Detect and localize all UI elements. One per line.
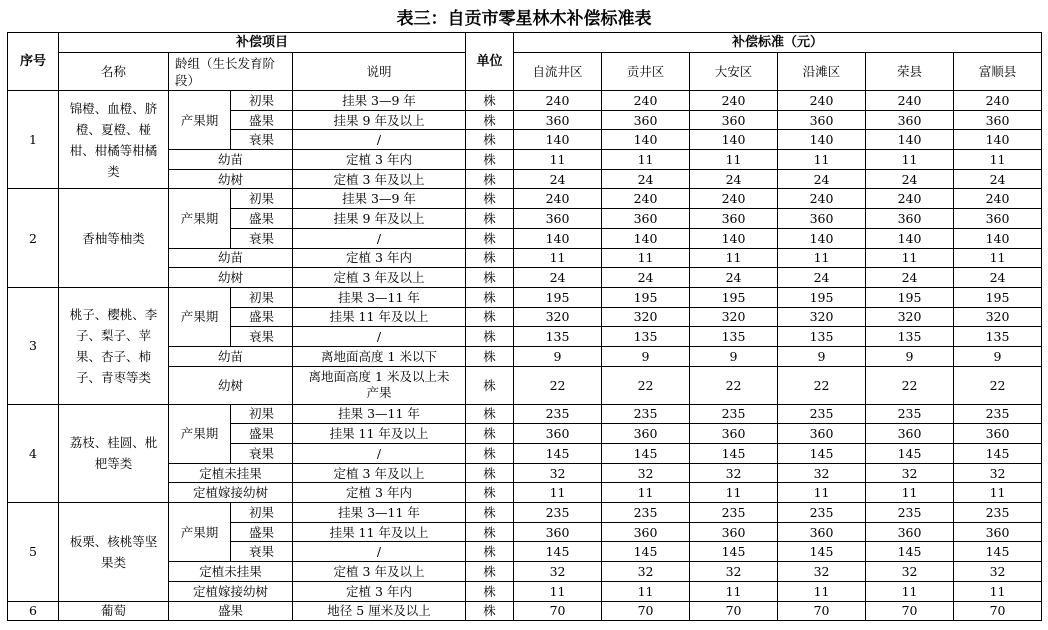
value-cell: 320 xyxy=(690,307,778,327)
header-district: 荣县 xyxy=(866,53,954,91)
desc-cell: 定植 3 年内 xyxy=(293,483,466,503)
value-cell: 24 xyxy=(690,169,778,189)
value-cell: 360 xyxy=(866,424,954,444)
stage-cell: 盛果 xyxy=(231,307,293,327)
value-cell: 235 xyxy=(866,404,954,424)
value-cell: 70 xyxy=(778,601,866,621)
value-cell: 9 xyxy=(866,346,954,366)
value-cell: 360 xyxy=(602,424,690,444)
name-cell: 板栗、核桃等坚果类 xyxy=(59,503,169,601)
seq-cell: 6 xyxy=(8,601,59,621)
value-cell: 235 xyxy=(514,404,602,424)
value-cell: 145 xyxy=(690,444,778,464)
value-cell: 360 xyxy=(514,424,602,444)
value-cell: 320 xyxy=(866,307,954,327)
unit-cell: 株 xyxy=(466,542,514,562)
name-cell: 葡萄 xyxy=(59,601,169,621)
desc-cell: 定植 3 年及以上 xyxy=(293,169,466,189)
value-cell: 11 xyxy=(778,150,866,170)
value-cell: 195 xyxy=(954,287,1042,307)
value-cell: 145 xyxy=(514,444,602,464)
value-cell: 70 xyxy=(602,601,690,621)
value-cell: 140 xyxy=(778,130,866,150)
desc-cell: 定植 3 年内 xyxy=(293,248,466,268)
value-cell: 360 xyxy=(866,522,954,542)
stage-cell: 幼苗 xyxy=(169,150,293,170)
header-item-group: 补偿项目 xyxy=(59,33,466,53)
value-cell: 24 xyxy=(514,169,602,189)
value-cell: 360 xyxy=(690,522,778,542)
compensation-table xyxy=(7,32,1042,621)
value-cell: 360 xyxy=(778,110,866,130)
value-cell: 11 xyxy=(514,248,602,268)
value-cell: 11 xyxy=(602,150,690,170)
value-cell: 235 xyxy=(778,404,866,424)
header-unit: 单位 xyxy=(466,33,514,91)
value-cell: 320 xyxy=(602,307,690,327)
value-cell: 360 xyxy=(954,424,1042,444)
stage-cell: 幼树 xyxy=(169,169,293,189)
unit-cell: 株 xyxy=(466,307,514,327)
value-cell: 32 xyxy=(690,463,778,483)
value-cell: 145 xyxy=(866,444,954,464)
value-cell: 9 xyxy=(954,346,1042,366)
unit-cell: 株 xyxy=(466,327,514,347)
value-cell: 11 xyxy=(602,483,690,503)
value-cell: 195 xyxy=(514,287,602,307)
value-cell: 22 xyxy=(690,366,778,404)
value-cell: 11 xyxy=(954,150,1042,170)
desc-cell: 挂果 9 年及以上 xyxy=(293,110,466,130)
value-cell: 32 xyxy=(866,562,954,582)
period-cell: 产果期 xyxy=(169,404,231,463)
value-cell: 140 xyxy=(954,130,1042,150)
value-cell: 145 xyxy=(602,542,690,562)
stage-cell: 衰果 xyxy=(231,130,293,150)
value-cell: 24 xyxy=(778,169,866,189)
seq-cell: 3 xyxy=(8,287,59,404)
desc-cell: 离地面高度 1 米以下 xyxy=(293,346,466,366)
stage-cell: 幼树 xyxy=(169,366,293,404)
unit-cell: 株 xyxy=(466,209,514,229)
value-cell: 360 xyxy=(690,209,778,229)
desc-cell: 挂果 9 年及以上 xyxy=(293,209,466,229)
desc-cell: 定植 3 年内 xyxy=(293,150,466,170)
desc-cell: 挂果 3—9 年 xyxy=(293,91,466,111)
value-cell: 11 xyxy=(866,483,954,503)
desc-cell: 定植 3 年及以上 xyxy=(293,268,466,288)
value-cell: 240 xyxy=(690,189,778,209)
unit-cell: 株 xyxy=(466,562,514,582)
value-cell: 240 xyxy=(778,91,866,111)
table-row xyxy=(8,601,1042,621)
unit-cell: 株 xyxy=(466,601,514,621)
unit-cell: 株 xyxy=(466,463,514,483)
value-cell: 145 xyxy=(866,542,954,562)
unit-cell: 株 xyxy=(466,169,514,189)
value-cell: 140 xyxy=(602,228,690,248)
stage-cell: 初果 xyxy=(231,503,293,523)
stage-cell: 定植未挂果 xyxy=(169,463,293,483)
value-cell: 320 xyxy=(514,307,602,327)
value-cell: 135 xyxy=(778,327,866,347)
unit-cell: 株 xyxy=(466,483,514,503)
name-cell: 香柚等柚类 xyxy=(59,189,169,287)
value-cell: 235 xyxy=(690,503,778,523)
value-cell: 70 xyxy=(954,601,1042,621)
desc-cell: / xyxy=(293,444,466,464)
value-cell: 235 xyxy=(866,503,954,523)
value-cell: 32 xyxy=(514,463,602,483)
value-cell: 24 xyxy=(866,268,954,288)
header-name: 名称 xyxy=(59,53,169,91)
value-cell: 235 xyxy=(954,503,1042,523)
value-cell: 140 xyxy=(690,228,778,248)
value-cell: 360 xyxy=(602,110,690,130)
header-district: 自流井区 xyxy=(514,53,602,91)
value-cell: 32 xyxy=(954,562,1042,582)
value-cell: 11 xyxy=(602,248,690,268)
header-district: 沿滩区 xyxy=(778,53,866,91)
value-cell: 11 xyxy=(866,581,954,601)
desc-cell: 挂果 3—9 年 xyxy=(293,189,466,209)
period-cell: 产果期 xyxy=(169,287,231,346)
value-cell: 140 xyxy=(866,228,954,248)
value-cell: 9 xyxy=(778,346,866,366)
value-cell: 360 xyxy=(778,424,866,444)
value-cell: 145 xyxy=(954,542,1042,562)
desc-cell: 挂果 11 年及以上 xyxy=(293,424,466,444)
value-cell: 140 xyxy=(778,228,866,248)
value-cell: 240 xyxy=(602,91,690,111)
value-cell: 240 xyxy=(866,91,954,111)
value-cell: 235 xyxy=(602,503,690,523)
desc-cell: / xyxy=(293,228,466,248)
value-cell: 135 xyxy=(866,327,954,347)
value-cell: 320 xyxy=(954,307,1042,327)
value-cell: 24 xyxy=(690,268,778,288)
value-cell: 24 xyxy=(514,268,602,288)
stage-cell: 定植未挂果 xyxy=(169,562,293,582)
value-cell: 360 xyxy=(778,209,866,229)
value-cell: 140 xyxy=(514,130,602,150)
value-cell: 145 xyxy=(514,542,602,562)
value-cell: 32 xyxy=(866,463,954,483)
value-cell: 360 xyxy=(866,209,954,229)
value-cell: 195 xyxy=(778,287,866,307)
value-cell: 11 xyxy=(514,483,602,503)
value-cell: 360 xyxy=(690,110,778,130)
seq-cell: 1 xyxy=(8,91,59,189)
value-cell: 11 xyxy=(778,483,866,503)
table-title: 表三：自贡市零星林木补偿标准表 xyxy=(396,9,652,29)
header-district: 富顺县 xyxy=(954,53,1042,91)
stage-cell: 衰果 xyxy=(231,542,293,562)
value-cell: 11 xyxy=(778,248,866,268)
value-cell: 360 xyxy=(954,209,1042,229)
value-cell: 11 xyxy=(690,581,778,601)
stage-cell: 盛果 xyxy=(231,522,293,542)
unit-cell: 株 xyxy=(466,268,514,288)
header-seq: 序号 xyxy=(8,33,59,91)
value-cell: 145 xyxy=(690,542,778,562)
value-cell: 135 xyxy=(602,327,690,347)
name-cell: 锦橙、血橙、脐橙、夏橙、椪柑、柑橘等柑橘类 xyxy=(59,91,169,189)
unit-cell: 株 xyxy=(466,444,514,464)
period-cell: 产果期 xyxy=(169,503,231,562)
value-cell: 70 xyxy=(690,601,778,621)
desc-cell: 挂果 11 年及以上 xyxy=(293,307,466,327)
unit-cell: 株 xyxy=(466,503,514,523)
value-cell: 32 xyxy=(602,562,690,582)
stage-cell: 初果 xyxy=(231,91,293,111)
value-cell: 145 xyxy=(778,444,866,464)
stage-cell: 幼苗 xyxy=(169,248,293,268)
table-row xyxy=(8,404,1042,424)
value-cell: 22 xyxy=(778,366,866,404)
value-cell: 360 xyxy=(954,110,1042,130)
header-district: 大安区 xyxy=(690,53,778,91)
stage-cell: 衰果 xyxy=(231,444,293,464)
desc-cell: / xyxy=(293,130,466,150)
value-cell: 360 xyxy=(514,209,602,229)
table-row xyxy=(8,189,1042,209)
value-cell: 360 xyxy=(514,522,602,542)
value-cell: 70 xyxy=(866,601,954,621)
value-cell: 32 xyxy=(602,463,690,483)
value-cell: 9 xyxy=(690,346,778,366)
value-cell: 11 xyxy=(690,483,778,503)
stage-cell: 幼树 xyxy=(169,268,293,288)
value-cell: 32 xyxy=(778,562,866,582)
seq-cell: 5 xyxy=(8,503,59,601)
desc-cell: 挂果 3—11 年 xyxy=(293,404,466,424)
stage-cell: 盛果 xyxy=(231,209,293,229)
desc-cell: 定植 3 年及以上 xyxy=(293,463,466,483)
value-cell: 145 xyxy=(954,444,1042,464)
value-cell: 11 xyxy=(514,581,602,601)
value-cell: 235 xyxy=(602,404,690,424)
header-district: 贡井区 xyxy=(602,53,690,91)
value-cell: 240 xyxy=(866,189,954,209)
desc-cell: / xyxy=(293,542,466,562)
unit-cell: 株 xyxy=(466,404,514,424)
value-cell: 70 xyxy=(514,601,602,621)
value-cell: 140 xyxy=(602,130,690,150)
stage-cell: 盛果 xyxy=(169,601,293,621)
value-cell: 240 xyxy=(778,189,866,209)
header-age-group: 龄组（生长发育阶段） xyxy=(169,53,293,91)
value-cell: 140 xyxy=(954,228,1042,248)
value-cell: 24 xyxy=(602,169,690,189)
table-row xyxy=(8,287,1042,307)
value-cell: 145 xyxy=(778,542,866,562)
value-cell: 24 xyxy=(954,268,1042,288)
stage-cell: 衰果 xyxy=(231,327,293,347)
value-cell: 11 xyxy=(954,483,1042,503)
seq-cell: 4 xyxy=(8,404,59,502)
value-cell: 320 xyxy=(778,307,866,327)
value-cell: 235 xyxy=(514,503,602,523)
unit-cell: 株 xyxy=(466,248,514,268)
value-cell: 195 xyxy=(602,287,690,307)
seq-cell: 2 xyxy=(8,189,59,287)
unit-cell: 株 xyxy=(466,91,514,111)
period-cell: 产果期 xyxy=(169,91,231,150)
value-cell: 32 xyxy=(778,463,866,483)
value-cell: 24 xyxy=(954,169,1042,189)
value-cell: 235 xyxy=(778,503,866,523)
stage-cell: 盛果 xyxy=(231,424,293,444)
value-cell: 360 xyxy=(602,209,690,229)
desc-cell: 挂果 3—11 年 xyxy=(293,503,466,523)
unit-cell: 株 xyxy=(466,424,514,444)
value-cell: 360 xyxy=(514,110,602,130)
stage-cell: 盛果 xyxy=(231,110,293,130)
value-cell: 240 xyxy=(954,189,1042,209)
unit-cell: 株 xyxy=(466,581,514,601)
value-cell: 9 xyxy=(602,346,690,366)
period-cell: 产果期 xyxy=(169,189,231,248)
value-cell: 235 xyxy=(690,404,778,424)
header-description: 说明 xyxy=(293,53,466,91)
value-cell: 195 xyxy=(866,287,954,307)
value-cell: 11 xyxy=(866,248,954,268)
name-cell: 荔枝、桂圆、枇杷等类 xyxy=(59,404,169,502)
value-cell: 11 xyxy=(690,248,778,268)
value-cell: 240 xyxy=(514,91,602,111)
value-cell: 11 xyxy=(690,150,778,170)
unit-cell: 株 xyxy=(466,366,514,404)
desc-cell: 挂果 11 年及以上 xyxy=(293,522,466,542)
unit-cell: 株 xyxy=(466,150,514,170)
stage-cell: 初果 xyxy=(231,189,293,209)
value-cell: 11 xyxy=(778,581,866,601)
stage-cell: 衰果 xyxy=(231,228,293,248)
table-body xyxy=(8,33,1042,621)
value-cell: 22 xyxy=(954,366,1042,404)
unit-cell: 株 xyxy=(466,130,514,150)
value-cell: 22 xyxy=(514,366,602,404)
header-row xyxy=(8,33,1042,53)
value-cell: 24 xyxy=(602,268,690,288)
value-cell: 32 xyxy=(954,463,1042,483)
value-cell: 360 xyxy=(602,522,690,542)
unit-cell: 株 xyxy=(466,287,514,307)
value-cell: 11 xyxy=(954,581,1042,601)
value-cell: 11 xyxy=(866,150,954,170)
value-cell: 360 xyxy=(954,522,1042,542)
value-cell: 140 xyxy=(514,228,602,248)
desc-cell: 离地面高度 1 米及以上未产果 xyxy=(293,366,466,404)
desc-cell: 挂果 3—11 年 xyxy=(293,287,466,307)
value-cell: 360 xyxy=(690,424,778,444)
unit-cell: 株 xyxy=(466,228,514,248)
stage-cell: 幼苗 xyxy=(169,346,293,366)
value-cell: 240 xyxy=(514,189,602,209)
stage-cell: 定植嫁接幼树 xyxy=(169,581,293,601)
value-cell: 135 xyxy=(690,327,778,347)
table-row xyxy=(8,91,1042,111)
value-cell: 135 xyxy=(954,327,1042,347)
value-cell: 195 xyxy=(690,287,778,307)
value-cell: 11 xyxy=(514,150,602,170)
value-cell: 32 xyxy=(690,562,778,582)
desc-cell: 定植 3 年及以上 xyxy=(293,562,466,582)
stage-cell: 初果 xyxy=(231,404,293,424)
unit-cell: 株 xyxy=(466,346,514,366)
value-cell: 360 xyxy=(778,522,866,542)
value-cell: 235 xyxy=(954,404,1042,424)
desc-cell: 地径 5 厘米及以上 xyxy=(293,601,466,621)
value-cell: 135 xyxy=(514,327,602,347)
value-cell: 11 xyxy=(954,248,1042,268)
stage-cell: 定植嫁接幼树 xyxy=(169,483,293,503)
stage-cell: 初果 xyxy=(231,287,293,307)
value-cell: 240 xyxy=(602,189,690,209)
value-cell: 11 xyxy=(602,581,690,601)
value-cell: 32 xyxy=(514,562,602,582)
value-cell: 24 xyxy=(778,268,866,288)
value-cell: 240 xyxy=(954,91,1042,111)
value-cell: 9 xyxy=(514,346,602,366)
table-row xyxy=(8,503,1042,523)
name-cell: 桃子、樱桃、李子、梨子、苹果、杏子、柿子、青枣等类 xyxy=(59,287,169,404)
value-cell: 140 xyxy=(690,130,778,150)
value-cell: 360 xyxy=(866,110,954,130)
value-cell: 22 xyxy=(602,366,690,404)
value-cell: 24 xyxy=(866,169,954,189)
unit-cell: 株 xyxy=(466,110,514,130)
value-cell: 140 xyxy=(866,130,954,150)
header-standard-group: 补偿标准（元） xyxy=(514,33,1042,53)
unit-cell: 株 xyxy=(466,522,514,542)
value-cell: 22 xyxy=(866,366,954,404)
desc-cell: / xyxy=(293,327,466,347)
value-cell: 145 xyxy=(602,444,690,464)
value-cell: 240 xyxy=(690,91,778,111)
desc-cell: 定植 3 年内 xyxy=(293,581,466,601)
unit-cell: 株 xyxy=(466,189,514,209)
header-row xyxy=(8,53,1042,91)
